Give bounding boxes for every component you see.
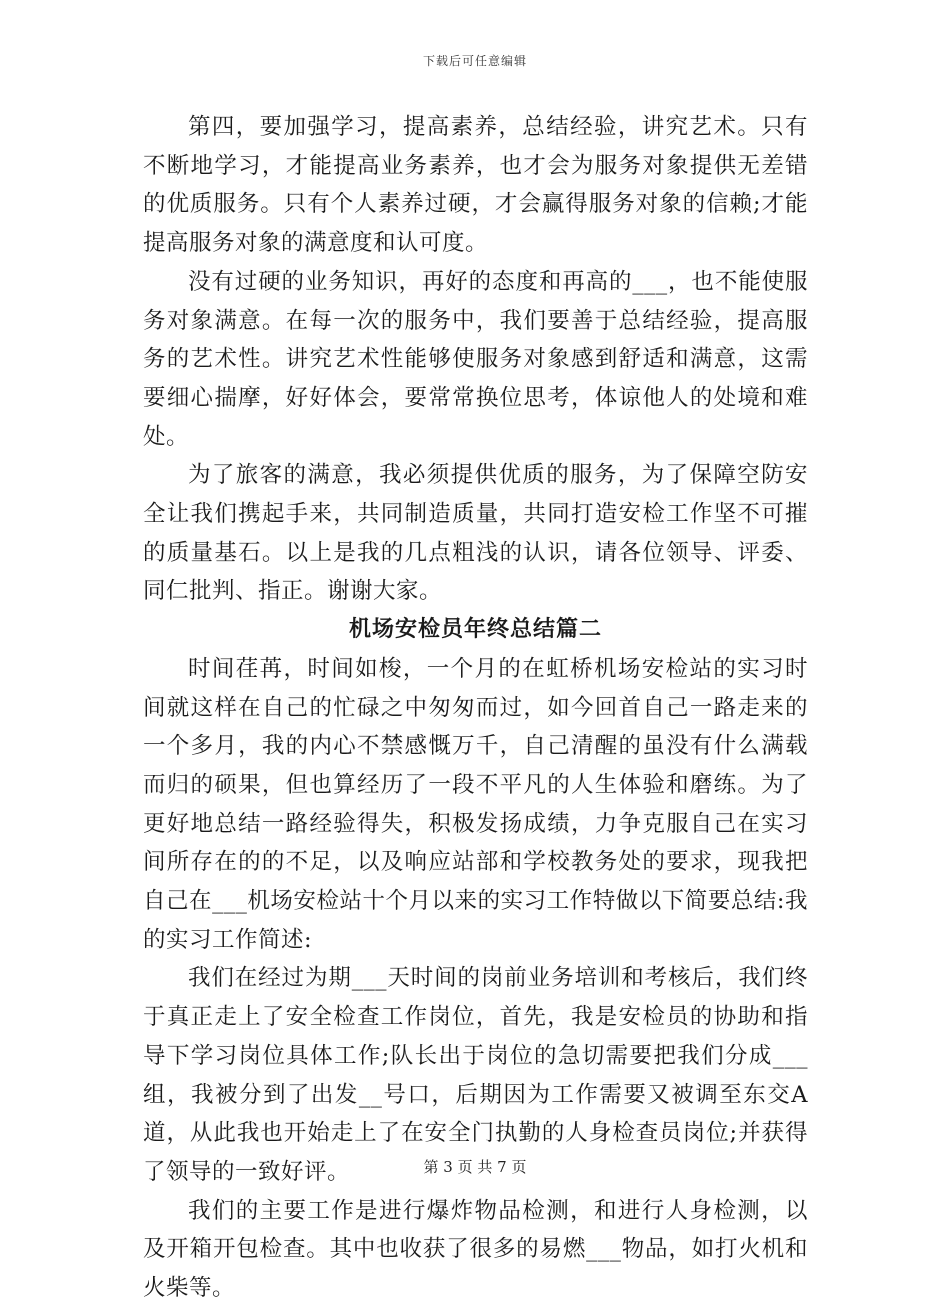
page-header-note: 下载后可任意编辑 [422, 54, 527, 68]
document-body [143, 108, 808, 1308]
paragraph-closing: 为了旅客的满意，我必须提供优质的服务，为了保障空防安全让我们携起手来，共同制造质量，共同打造安检工作坚不可摧的质量基石。以上是我的几点粗浅的认识，请各位领导、评委、同仁批判、指正。谢谢大家。 [143, 462, 808, 605]
page-number: 第 3 页 共 7 页 [423, 1158, 527, 1176]
paragraph-main-work: 我们的主要工作是进行爆炸物品检测，和进行人身检测，以及开箱开包检查。其中也收获了很多的易燃___物品，如打火机和火柴等。 [143, 1197, 808, 1302]
paragraph-service-art: 没有过硬的业务知识，再好的态度和再高的___，也不能使服务对象满意。在每一次的服务中，我们要善于总结经验，提高服务的艺术性。讲究艺术性能够使服务对象感到舒适和满意，这需要细心揣摩，好好体会，要常常换位思考，体谅他人的处境和难处。 [143, 268, 808, 450]
paragraph-learning: 第四，要加强学习，提高素养，总结经验，讲究艺术。只有不断地学习，才能提高业务素养，也才会为服务对象提供无差错的优质服务。只有个人素养过硬，才会赢得服务对象的信赖;才能提高服务对象的满意度和认可度。 [143, 114, 808, 257]
paragraph-training: 我们在经过为期___天时间的岗前业务培训和考核后，我们终于真正走上了安全检查工作岗位，首先，我是安检员的协助和指导下学习岗位具体工作;队长出于岗位的急切需要把我们分成___组，我被分到了出发__号口，后期因为工作需要又被调至东交A道，从此我也开始走上了在安全门执勤的人身检查员岗位;并获得了领导的一致好评。 [143, 965, 808, 1185]
section-title: 机场安检员年终总结篇二 [348, 617, 602, 643]
paragraph-internship-intro: 时间荏苒，时间如梭，一个月的在虹桥机场安检站的实习时间就这样在自己的忙碌之中匆匆而过，如今回首自己一路走来的一个多月，我的内心不禁感慨万千，自己清醒的虽没有什么满载而归的硕果，但也算经历了一段不平凡的人生体验和磨练。为了更好地总结一路经验得失，积极发扬成绩，力争克服自己在实习间所存在的的不足，以及响应站部和学校教务处的要求，现我把自己在___机场安检站十个月以来的实习工作特做以下简要总结:我的实习工作简述: [143, 655, 808, 953]
